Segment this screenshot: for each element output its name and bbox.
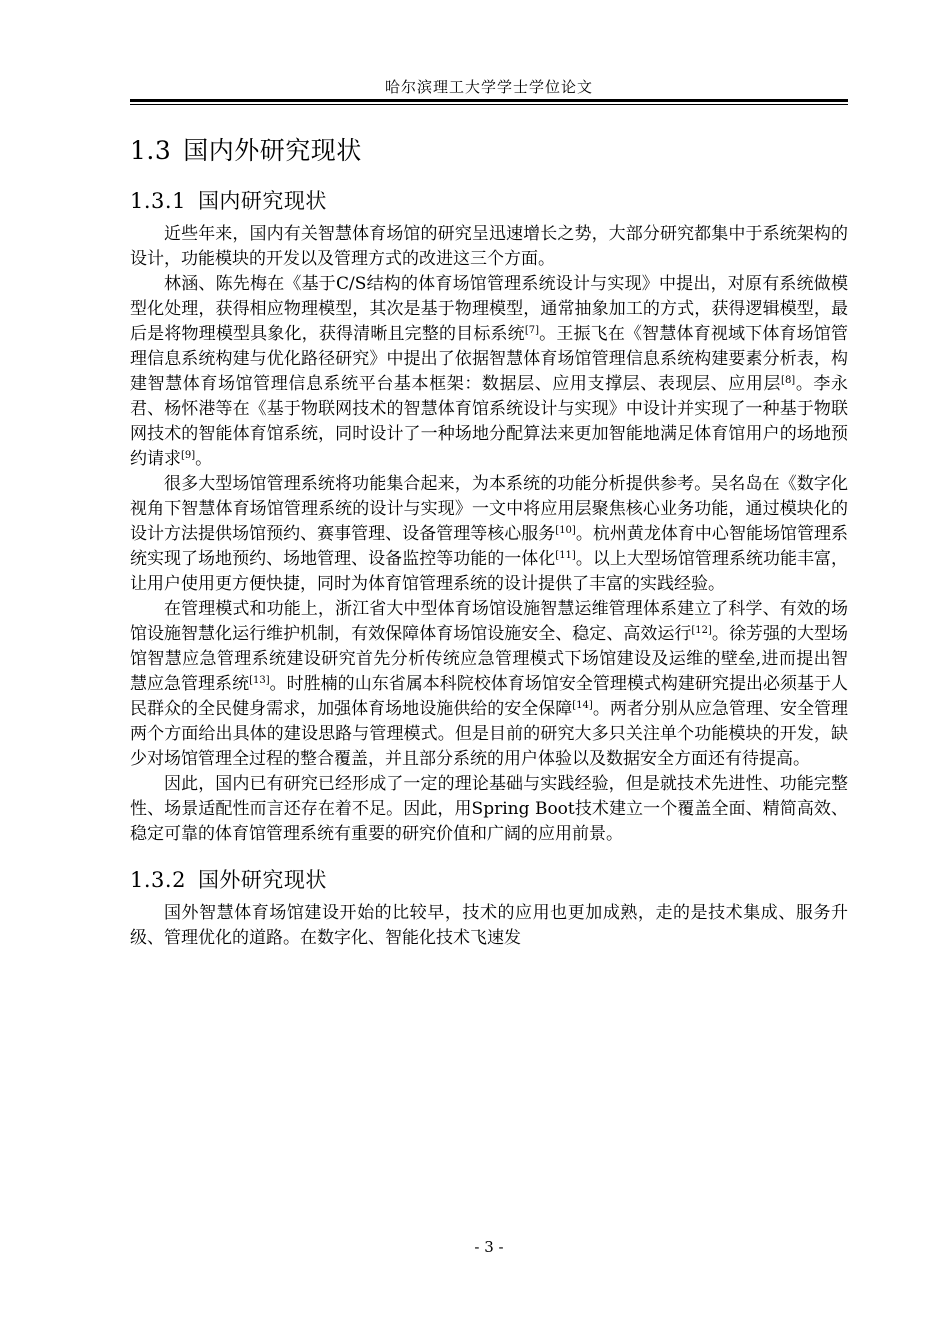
running-header: 哈尔滨理工大学学士学位论文 — [384, 78, 593, 96]
section-title: 国内外研究现状 — [183, 136, 362, 165]
citation-marker: [14] — [572, 700, 593, 711]
paragraph — [130, 272, 848, 472]
paragraph-text: 。两者分别从应急管理、安全管理两个方面给出具体的建设思路与管理模式。但是目前的研究大多只关注单个功能模块的开发，缺少对场馆管理全过程的整合覆盖，并且部分系统的用户体验以及数据安全方面还有待提高。 — [130, 699, 848, 769]
subsection-title: 国外研究现状 — [197, 868, 327, 892]
citation-marker: [11] — [555, 550, 576, 561]
header-rule-thin — [130, 104, 848, 105]
paragraph — [130, 901, 848, 951]
page-content — [130, 120, 848, 951]
page-number: - 3 - — [474, 1238, 504, 1256]
foreign-research-body — [130, 901, 848, 951]
paragraph-text: 因此，国内已有研究已经形成了一定的理论基础与实践经验，但是就技术先进性、功能完整性、场景适配性而言还存在着不足。因此，用Spring Boot技术建立一个覆盖全面、精简高效、稳定可靠的体育馆管理系统有重要的研究价值和广阔的应用前景。 — [130, 774, 848, 844]
citation-marker: [7] — [524, 325, 540, 336]
paragraph-text: 林涵、陈先梅在《基于C/S结构的体育场馆管理系统设计与实现》中提出，对原有系统做模型化处理，获得相应物理模型，其次是基于物理模型，通常抽象加工的方式，获得逻辑模型，最后是将物理模型具象化，获得清晰且完整的目标系统 — [130, 274, 848, 344]
subsection-title: 国内研究现状 — [197, 189, 327, 213]
subsection-heading-domestic — [130, 186, 848, 216]
citation-marker: [10] — [555, 525, 576, 536]
paragraph-text: 。 — [195, 449, 213, 469]
paragraph-text: 很多大型场馆管理系统将功能集合起来，为本系统的功能分析提供参考。吴名岛在《数字化视角下智慧体育场馆管理系统的设计与实现》一文中将应用层聚焦核心业务功能，通过模块化的设计方法提供场馆预约、赛事管理、设备管理等核心服务 — [130, 474, 848, 544]
section-heading — [130, 134, 848, 168]
paragraph-text: 。以上大型场馆管理系统功能丰富，让用户使用更方便快捷，同时为体育馆管理系统的设计提供了丰富的实践经验。 — [130, 549, 849, 594]
subsection-number: 1.3.2 — [130, 868, 186, 892]
citation-marker: [13] — [249, 675, 270, 686]
paragraph-text: 。李永君、杨怀港等在《基于物联网技术的智慧体育馆系统设计与实现》中设计并实现了一种基于物联网技术的智能体育馆系统，同时设计了一种场地分配算法来更加智能地满足体育馆用户的场地预约请求 — [130, 374, 849, 469]
paragraph — [130, 772, 848, 847]
paragraph-text: 。杭州黄龙体育中心智能场馆管理系统实现了场地预约、场地管理、设备监控等功能的一体化 — [130, 524, 849, 569]
paragraph-text: 在管理模式和功能上，浙江省大中型体育场馆设施智慧运维管理体系建立了科学、有效的场馆设施智慧化运行维护机制，有效保障体育场馆设施安全、稳定、高效运行 — [130, 599, 848, 644]
section-number: 1.3 — [130, 136, 172, 165]
citation-marker: [8] — [781, 375, 796, 386]
paragraph-text: 。徐芳强的大型场馆智慧应急管理系统建设研究首先分析传统应急管理模式下场馆建设及运维的壁垒,进而提出智慧应急管理系统 — [130, 624, 849, 694]
citation-marker: [12] — [691, 625, 712, 636]
header-rule-thick — [130, 99, 848, 102]
paragraph-text: 。时胜楠的山东省属本科院校体育场馆安全管理模式构建研究提出必须基于人民群众的全民健身需求，加强体育场地设施供给的安全保障 — [130, 674, 849, 719]
paragraph — [130, 222, 848, 272]
paragraph-text: 近些年来，国内有关智慧体育场馆的研究呈迅速增长之势，大部分研究都集中于系统架构的设计，功能模块的开发以及管理方式的改进这三个方面。 — [130, 224, 848, 269]
paragraph — [130, 472, 848, 597]
citation-marker: [9] — [181, 450, 196, 461]
subsection-heading-foreign — [130, 865, 848, 895]
paragraph-text: 国外智慧体育场馆建设开始的比较早，技术的应用也更加成熟，走的是技术集成、服务升级、管理优化的道路。在数字化、智能化技术飞速发 — [130, 903, 848, 948]
paragraph-text: 。王振飞在《智慧体育视域下体育场馆管理信息系统构建与优化路径研究》中提出了依据智慧体育场馆管理信息系统构建要素分析表，构建智慧体育场馆管理信息系统平台基本框架：数据层、应用支撑层、表现层、应用层 — [130, 324, 849, 394]
domestic-research-body — [130, 222, 848, 847]
subsection-number: 1.3.1 — [130, 189, 186, 213]
paragraph — [130, 597, 848, 772]
